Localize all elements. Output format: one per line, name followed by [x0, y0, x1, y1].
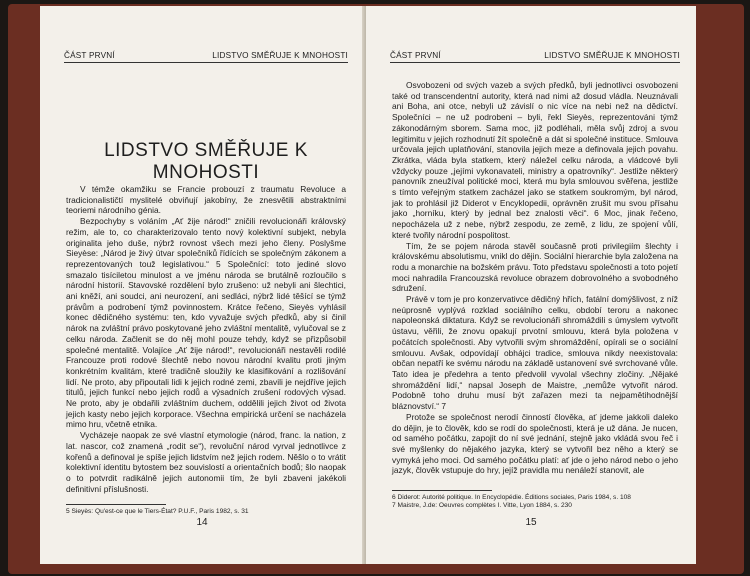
paragraph: V témže okamžiku se Francie probouzí z traumatu Revoluce a tradicionalističtí myslitelé obviňují jakobíny, že znesvětili abstraktními teoriemi národního génia. [66, 184, 346, 216]
body-text [66, 184, 346, 494]
paragraph: Osvobozeni od svých vazeb a svých předků, byli jednotlivci osvobozeni také od transcendentní autority, která nad nimi až dosud vládla. Neuznávali ani Boha, ani otce, nebyli už závislí o nic více na nebi než na dědictví. Společníci – ne už podrobeni – byli, řekl Sieyès, reprezentováni týmž zákonodárným sborem. Sama moc, již podléhali, měla svůj zdroj a svou legitimitu v jejich rozhodnutí žít společně a dát si společné instituce. Smlouva určovala jejich uplatňování, stanovila jejich meze a definovala jejich povahu. Zkrátka, vláda byla statkem, který náležel celku národa, a vládcové byli vždycky pouze „jejími vykonavateli, ministry a opatrovníky“. Jestliže některý panovník zneužíval politické moci, která mu byla smlouvou svěřena, jestliže s tímto veřejným statkem zacházel jako se statkem soukromým, byl národ, jak to prohlásil již Diderot v Encyklopedii, oprávněn zrušit mu svou přísahu jako „horníku, který by jednal bez znalosti věci“. 6 Moc, jinak řečeno, nepocházela už z nebe, nýbrž zespodu, ze země, z lidu, ze spojení vůlí, které tvořily národní pospolitost. [392, 80, 678, 240]
footnote-rule [66, 504, 166, 505]
footnote: 6 Diderot: Autorité politique. In Encyclopédie. Éditions sociales, Paris 1984, s. 108 [392, 494, 631, 501]
body-text [392, 80, 678, 476]
page-number: 14 [196, 517, 208, 528]
footnote: 7 Maistre, J.de: Oeuvres complètes I. Vitte, Lyon 1884, s. 230 [392, 502, 572, 510]
header-part-label: ČÁST PRVNÍ [390, 51, 441, 60]
left-page [40, 6, 365, 564]
header-chapter-label: LIDSTVO SMĚŘUJE K MNOHOSTI [544, 51, 680, 60]
paragraph: Bezpochyby s voláním „Ať žije národ!“ zničili revolucionáři královský režim, ale to, co charakterizovalo tento nový kolektivní subjekt, nebyla originalita jeho duše, nýbrž rovnost všech mezi jeho členy. Poslyšme Sieyèse: „Národ je živý útvar společníků řídících se společným zákonem a reprezentovaných touž legislativou.“ 5 Společnící: toto jediné slovo smazalo tisíciletou minulost a ve jménu národa se brutálně rozloučilo s národní historií. Stavovské rozdělení bylo zrušeno: už nebyli ani šlechtici, ani kněží, ani soudci, ani neurození, ani sedláci, nýbrž lidé těšící se týmž právům a podrobení týmž povinnostem. Krátce řečeno, Sieyès vyhlásil konec dědičného systému: ten, kdo vyvažuje svých předků, aby si činil nárok na zvláštní právo poskytované jeho zvláštní mentalitě, vylučoval se z celku národa. Začlenit se do něj mohl pouze tehdy, když se přizpůsobil společné mentalitě. Volajíce „Ať žije národ!“, revolucionáři nestavěli rodilé Francouze proti rodové šlechtě nebo novou národní kvalitu proti jiným konkrétním kvalitám, které tradičně sloužily ke klasifikování a rozlišování lidí. Ne proto, aby připoutali lidi k jejich rodné zemi, zbavili je nejdříve jejich titulů, jejich funkcí nebo jejich rodů a výsadních zrušení rodových výsad. Ne proto, aby je obdařili zvláštním duchem, oddělili jejich život od života jejich kasty nebo jejich korporace. Všechna empirická určení se nacházela mimo hru, včetně etnika. [66, 216, 346, 430]
header-chapter-label: LIDSTVO SMĚŘUJE K MNOHOSTI [212, 51, 348, 60]
footnotes [392, 494, 678, 511]
page-number: 15 [525, 517, 537, 528]
chapter-title: LIDSTVO SMĚŘUJE K MNOHOSTI [104, 140, 308, 183]
paragraph: Tím, že se pojem národa stavěl současně proti privilegiím šlechty i královskému absolutismu, vnikl do dějin. Sociální hierarchie byla založena na rodu a monarchie na božském právu. Toto představu společnosti a toto pojetí moci nahradila Francouzská revoluce obrazem dobrovolného a svobodného sdružení. [392, 240, 678, 294]
paragraph: Vycházeje naopak ze své vlastní etymologie (národ, franc. la nation, z lat. nascor, což znamená „rodit se“), revoluční národ vyrval jednotlivce z kořenů a definoval je spíše jejich lidstvím než jejich rodem. Něšlo o to vrátit kolektivní identitu bytostem bez souvislostí a orientačních bodů; šlo naopak o to potvrdit radikálně jejich autonomii tím, že byli zbaveni jakékoli definitivní příslušnosti. [66, 430, 346, 494]
footnote: 5 Sieyès: Qu'est-ce que le Tiers-État? P.U.F., Paris 1982, s. 31 [66, 508, 249, 515]
footnotes [66, 508, 346, 516]
paragraph: Právě v tom je pro konzervativce dědičný hřích, fatální domýšlivost, z níž neúprosně vyplývá rozklad sociálního celku, období teroru a nakonec napoleonská diktatura. Když se revolucionáři shromáždili s úmyslem vytvořit ústavu, věřili, že znovu opakují prvotní smlouvu, která byla položena v počátcích společnosti. Aby vytvořili svým shromáždění, opírali se o sociální smlouvu. Avšak, odpovídají obhájci tradice, smlouva nikdy neexistovala: občan nepatří ke svému národu na základě ustanovení své svrchované vůle. Tato idea je předehra a tento předvolil vyvolal všechny zločiny. „Nějaké shromáždění lidí,“ napsal Joseph de Maistre, „nemůže vytvořit národ. Podobně toho druhu musí být zařazen mezi ta nejpamětihodnější bláznovství.“ 7 [392, 294, 678, 412]
header-part-label: ČÁST PRVNÍ [64, 51, 115, 60]
right-page [366, 6, 696, 564]
running-header [390, 48, 680, 63]
paragraph: Protože se společnost nerodí činností člověka, ať jdeme jakkoli daleko do dějin, je to člověk, kdo se rodí do společnosti, která je už dána. Je nucen, od samého počátku, zapojit do ní své jednání, stejně jako vkládá svou řeč i své myšlenky do nějakého jazyka, který se vytvořil bez něho a který se vymyká jeho moci. Od samého počátku platí: ať jde o jeho národ nebo o jeho jazyk, člověk vstupuje do hry, jejíž pravidla mu nenáleží stanovit, ale [392, 411, 678, 476]
running-header [64, 48, 348, 63]
footnote-rule [392, 490, 492, 491]
